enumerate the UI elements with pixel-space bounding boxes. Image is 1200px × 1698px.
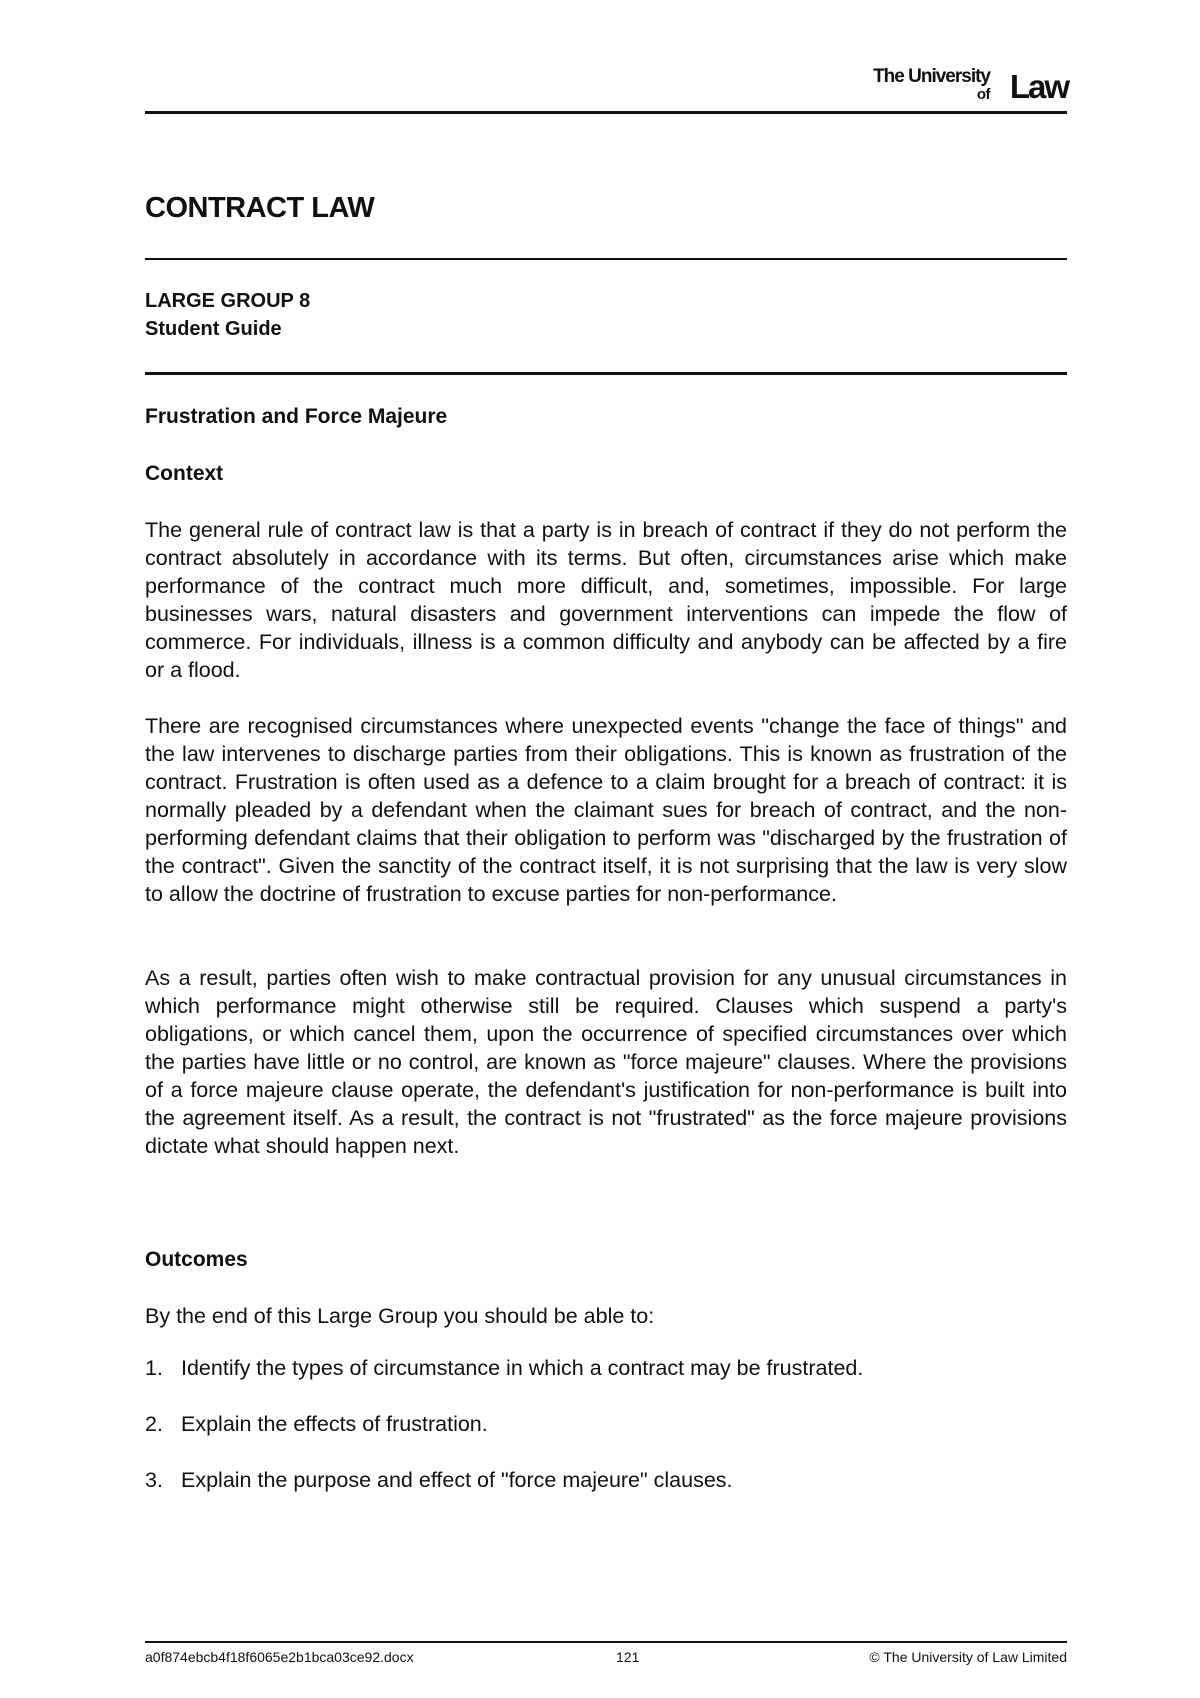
list-item-text: Identify the types of circumstance in which a contract may be frustrated. xyxy=(181,1356,864,1380)
header-rule xyxy=(145,111,1067,114)
context-heading: Context xyxy=(145,462,224,485)
footer-filename: a0f874ebcb4f18f6065e2b1bca03ce92.docx xyxy=(145,1649,414,1665)
university-logo xyxy=(858,66,1068,106)
subtitle-line-2: Student Guide xyxy=(145,318,282,340)
list-item-number: 2. xyxy=(145,1412,163,1436)
list-item xyxy=(145,1412,488,1437)
list-item-text: Explain the effects of frustration. xyxy=(181,1412,488,1436)
subtitle-rule xyxy=(145,372,1067,375)
list-item xyxy=(145,1356,863,1381)
footer-rule xyxy=(145,1641,1067,1643)
list-item-text: Explain the purpose and effect of "force majeure" clauses. xyxy=(181,1468,733,1492)
list-item xyxy=(145,1468,733,1493)
page-title: CONTRACT LAW xyxy=(145,192,375,224)
subtitle-line-1: LARGE GROUP 8 xyxy=(145,290,311,312)
logo-line-2: of xyxy=(976,86,990,103)
list-item-number: 1. xyxy=(145,1356,163,1380)
title-rule xyxy=(145,258,1067,260)
context-paragraph-2: There are recognised circumstances where unexpected events "change the face of things" and the law intervenes to discharge parties from their obligations. This is known as frustration of the contract. Frustration is often used as a defence to a claim brought for a breach of contract: it is normally pleaded by a defendant when the claimant sues for breach of contract, and the non-performing defendant claims that their obligation to perform was "discharged by the frustration of the contract". Given the sanctity of the contract itself, it is not surprising that the law is very slow to allow the doctrine of frustration to excuse parties for non-performance. xyxy=(145,714,1067,906)
context-paragraph-3: As a result, parties often wish to make contractual provision for any unusual circumstances in which performance might otherwise still be required. Clauses which suspend a party's obligations, or which cancel them, upon the occurrence of specified circumstances over which the parties have little or no control, are known as "force majeure" clauses. Where the provisions of a force majeure clause operate, the defendant's justification for non-performance is built into the agreement itself. As a result, the contract is not "frustrated" as the force majeure provisions dictate what should happen next. xyxy=(145,966,1067,1158)
list-item-number: 3. xyxy=(145,1468,163,1492)
outcomes-heading: Outcomes xyxy=(145,1248,248,1271)
outcomes-intro: By the end of this Large Group you should be able to: xyxy=(145,1304,655,1328)
topic-heading: Frustration and Force Majeure xyxy=(145,405,448,428)
footer-copyright: © The University of Law Limited xyxy=(869,1649,1067,1665)
logo-line-1: The University xyxy=(873,66,990,87)
logo-line-3: Law xyxy=(1009,68,1068,105)
footer-page-number: 121 xyxy=(616,1649,640,1665)
context-paragraph-1: The general rule of contract law is that a party is in breach of contract if they do not perform the contract absolutely in accordance with its terms. But often, circumstances arise which make performance of the contract much more difficult, and, sometimes, impossible. For large businesses wars, natural disasters and government interventions can impede the flow of commerce. For individuals, illness is a common difficulty and anybody can be affected by a fire or a flood. xyxy=(145,518,1067,682)
